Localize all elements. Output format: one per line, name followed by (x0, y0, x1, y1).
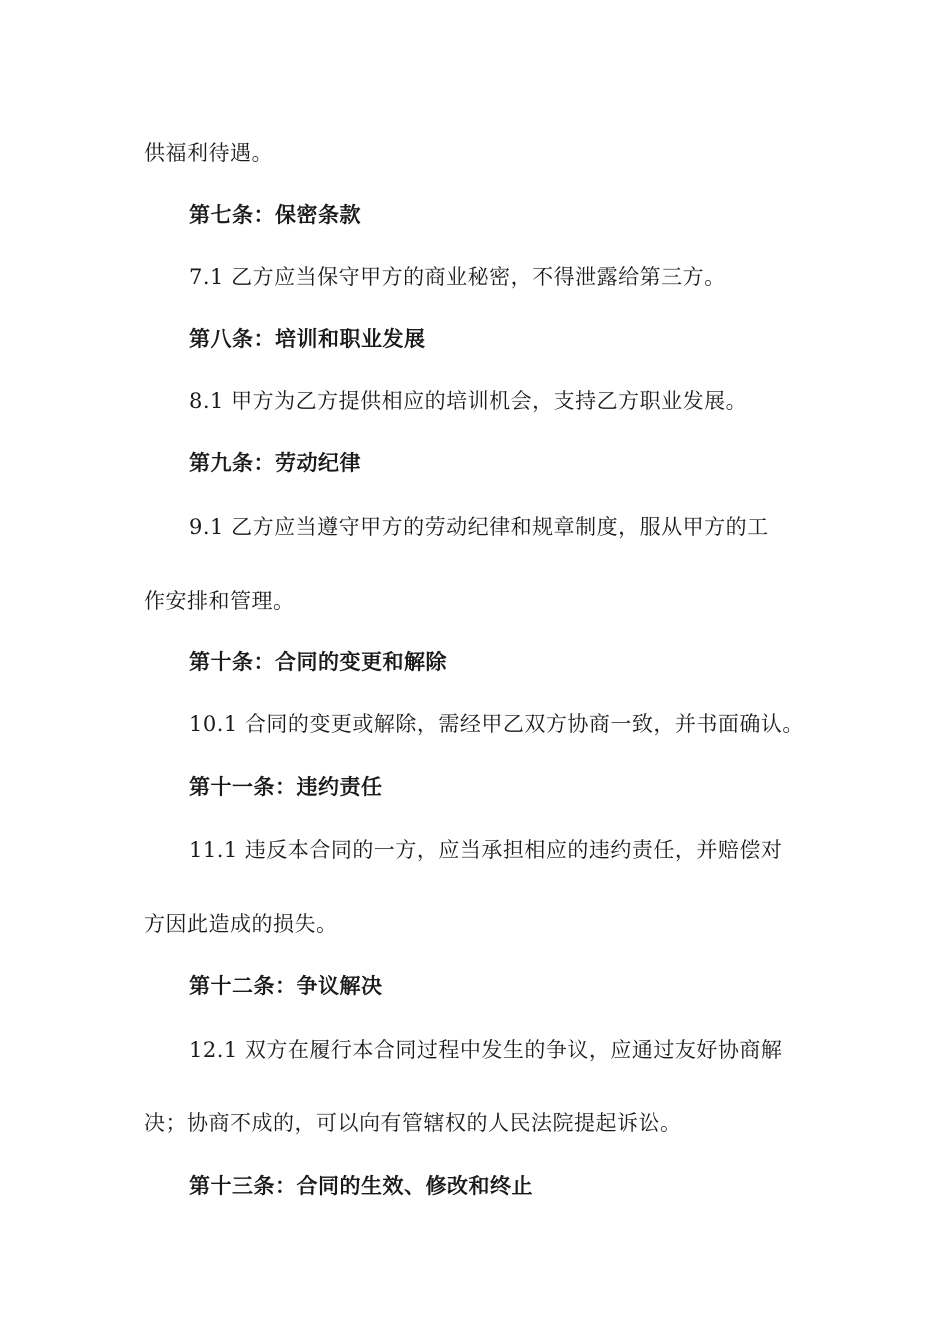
clause-9-1-line-1: 9.1 乙方应当遵守甲方的劳动纪律和规章制度，服从甲方的工 (189, 515, 769, 539)
clause-8-1: 8.1 甲方为乙方提供相应的培训机会，支持乙方职业发展。 (189, 389, 748, 413)
heading-article-11: 第十一条：违约责任 (189, 775, 383, 799)
clause-12-1-line-2: 决；协商不成的，可以向有管辖权的人民法院提起诉讼。 (144, 1111, 682, 1135)
clause-11-1-line-1: 11.1 违反本合同的一方，应当承担相应的违约责任，并赔偿对 (189, 838, 783, 862)
heading-article-9: 第九条：劳动纪律 (189, 451, 361, 475)
clause-7-1: 7.1 乙方应当保守甲方的商业秘密，不得泄露给第三方。 (189, 265, 726, 289)
clause-9-1-line-2: 作安排和管理。 (144, 589, 295, 613)
heading-article-12: 第十二条：争议解决 (189, 974, 383, 998)
heading-article-13: 第十三条：合同的生效、修改和终止 (189, 1174, 533, 1198)
heading-article-7: 第七条：保密条款 (189, 203, 361, 227)
clause-10-1: 10.1 合同的变更或解除，需经甲乙双方协商一致，并书面确认。 (189, 712, 804, 736)
clause-12-1-line-1: 12.1 双方在履行本合同过程中发生的争议，应通过友好协商解 (189, 1038, 783, 1062)
body-line-welfare-continued: 供福利待遇。 (144, 141, 273, 165)
clause-11-1-line-2: 方因此造成的损失。 (144, 912, 338, 936)
heading-article-8: 第八条：培训和职业发展 (189, 327, 426, 351)
heading-article-10: 第十条：合同的变更和解除 (189, 650, 447, 674)
